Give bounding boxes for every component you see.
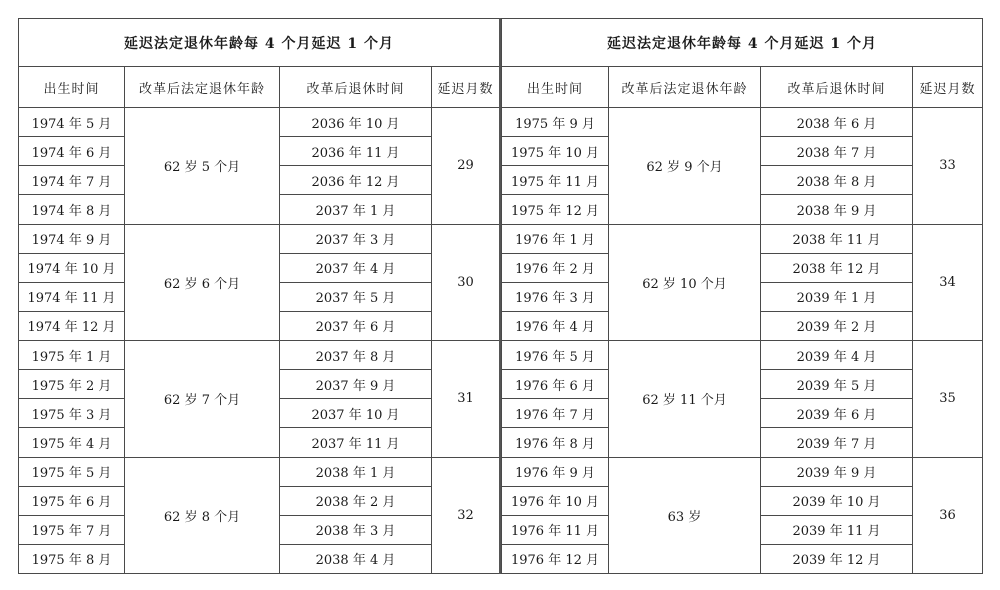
retire-cell: 2038 年 12 月 xyxy=(761,253,913,282)
header-delay-months: 延迟月数 xyxy=(432,67,500,108)
retire-cell: 2037 年 1 月 xyxy=(280,195,432,224)
retire-cell: 2037 年 9 月 xyxy=(280,370,432,399)
delay-cell: 33 xyxy=(913,108,983,225)
birth-cell: 1976 年 1 月 xyxy=(502,224,609,253)
header-retirement-age: 改革后法定退休年龄 xyxy=(125,67,280,108)
table-row xyxy=(502,108,983,137)
retirement-table-left xyxy=(18,18,500,574)
birth-cell: 1974 年 7 月 xyxy=(19,166,125,195)
birth-cell: 1976 年 7 月 xyxy=(502,399,609,428)
retire-cell: 2039 年 12 月 xyxy=(761,544,913,573)
delay-cell: 31 xyxy=(432,341,500,458)
retire-cell: 2038 年 6 月 xyxy=(761,108,913,137)
header-birth-time: 出生时间 xyxy=(502,67,609,108)
retire-cell: 2039 年 6 月 xyxy=(761,399,913,428)
retire-cell: 2038 年 3 月 xyxy=(280,515,432,544)
age-cell: 62 岁 5 个月 xyxy=(125,108,280,225)
birth-cell: 1974 年 11 月 xyxy=(19,282,125,311)
age-cell: 62 岁 8 个月 xyxy=(125,457,280,574)
retire-cell: 2036 年 12 月 xyxy=(280,166,432,195)
delay-cell: 29 xyxy=(432,108,500,225)
birth-cell: 1975 年 7 月 xyxy=(19,515,125,544)
table-body xyxy=(19,108,500,574)
birth-cell: 1974 年 10 月 xyxy=(19,253,125,282)
birth-cell: 1976 年 9 月 xyxy=(502,457,609,486)
age-cell: 62 岁 11 个月 xyxy=(609,341,761,458)
birth-cell: 1976 年 3 月 xyxy=(502,282,609,311)
retire-cell: 2037 年 8 月 xyxy=(280,341,432,370)
age-cell: 63 岁 xyxy=(609,457,761,574)
birth-cell: 1975 年 12 月 xyxy=(502,195,609,224)
table-row xyxy=(502,457,983,486)
retire-cell: 2039 年 10 月 xyxy=(761,486,913,515)
header-retirement-time: 改革后退休时间 xyxy=(280,67,432,108)
retire-cell: 2038 年 1 月 xyxy=(280,457,432,486)
birth-cell: 1976 年 8 月 xyxy=(502,428,609,457)
age-cell: 62 岁 10 个月 xyxy=(609,224,761,341)
table-row xyxy=(19,341,500,370)
header-birth-time: 出生时间 xyxy=(19,67,125,108)
birth-cell: 1975 年 3 月 xyxy=(19,399,125,428)
table-row xyxy=(19,224,500,253)
retire-cell: 2037 年 10 月 xyxy=(280,399,432,428)
age-cell: 62 岁 7 个月 xyxy=(125,341,280,458)
retire-cell: 2039 年 2 月 xyxy=(761,311,913,340)
retire-cell: 2037 年 3 月 xyxy=(280,224,432,253)
age-cell: 62 岁 9 个月 xyxy=(609,108,761,225)
retire-cell: 2038 年 11 月 xyxy=(761,224,913,253)
retire-cell: 2039 年 1 月 xyxy=(761,282,913,311)
retire-cell: 2039 年 5 月 xyxy=(761,370,913,399)
birth-cell: 1975 年 2 月 xyxy=(19,370,125,399)
retire-cell: 2037 年 6 月 xyxy=(280,311,432,340)
retire-cell: 2039 年 11 月 xyxy=(761,515,913,544)
header-delay-months: 延迟月数 xyxy=(913,67,983,108)
birth-cell: 1976 年 11 月 xyxy=(502,515,609,544)
retire-cell: 2036 年 10 月 xyxy=(280,108,432,137)
retire-cell: 2038 年 4 月 xyxy=(280,544,432,573)
birth-cell: 1975 年 8 月 xyxy=(19,544,125,573)
retire-cell: 2038 年 8 月 xyxy=(761,166,913,195)
birth-cell: 1976 年 4 月 xyxy=(502,311,609,340)
retire-cell: 2039 年 9 月 xyxy=(761,457,913,486)
birth-cell: 1974 年 6 月 xyxy=(19,137,125,166)
retire-cell: 2038 年 7 月 xyxy=(761,137,913,166)
retirement-tables xyxy=(18,18,982,574)
birth-cell: 1976 年 12 月 xyxy=(502,544,609,573)
age-cell: 62 岁 6 个月 xyxy=(125,224,280,341)
birth-cell: 1975 年 1 月 xyxy=(19,341,125,370)
delay-cell: 35 xyxy=(913,341,983,458)
left-table-panel xyxy=(18,18,499,574)
birth-cell: 1975 年 5 月 xyxy=(19,457,125,486)
retire-cell: 2038 年 2 月 xyxy=(280,486,432,515)
delay-cell: 36 xyxy=(913,457,983,574)
birth-cell: 1974 年 12 月 xyxy=(19,311,125,340)
retire-cell: 2037 年 5 月 xyxy=(280,282,432,311)
birth-cell: 1975 年 6 月 xyxy=(19,486,125,515)
birth-cell: 1975 年 4 月 xyxy=(19,428,125,457)
delay-cell: 34 xyxy=(913,224,983,341)
header-retirement-time: 改革后退休时间 xyxy=(761,67,913,108)
retire-cell: 2039 年 7 月 xyxy=(761,428,913,457)
table-row xyxy=(502,224,983,253)
table-row xyxy=(19,457,500,486)
table-body xyxy=(502,108,983,574)
birth-cell: 1974 年 5 月 xyxy=(19,108,125,137)
birth-cell: 1975 年 10 月 xyxy=(502,137,609,166)
birth-cell: 1975 年 11 月 xyxy=(502,166,609,195)
table-title: 延迟法定退休年龄每 4 个月延迟 1 个月 xyxy=(502,19,983,67)
table-row xyxy=(19,108,500,137)
delay-cell: 30 xyxy=(432,224,500,341)
retire-cell: 2038 年 9 月 xyxy=(761,195,913,224)
retire-cell: 2037 年 4 月 xyxy=(280,253,432,282)
birth-cell: 1976 年 10 月 xyxy=(502,486,609,515)
birth-cell: 1976 年 2 月 xyxy=(502,253,609,282)
table-title: 延迟法定退休年龄每 4 个月延迟 1 个月 xyxy=(19,19,500,67)
birth-cell: 1974 年 8 月 xyxy=(19,195,125,224)
birth-cell: 1976 年 6 月 xyxy=(502,370,609,399)
delay-cell: 32 xyxy=(432,457,500,574)
retirement-table-right xyxy=(501,18,983,574)
right-table-panel xyxy=(501,18,982,574)
birth-cell: 1975 年 9 月 xyxy=(502,108,609,137)
birth-cell: 1974 年 9 月 xyxy=(19,224,125,253)
table-row xyxy=(502,341,983,370)
header-retirement-age: 改革后法定退休年龄 xyxy=(609,67,761,108)
retire-cell: 2039 年 4 月 xyxy=(761,341,913,370)
retire-cell: 2036 年 11 月 xyxy=(280,137,432,166)
birth-cell: 1976 年 5 月 xyxy=(502,341,609,370)
retire-cell: 2037 年 11 月 xyxy=(280,428,432,457)
